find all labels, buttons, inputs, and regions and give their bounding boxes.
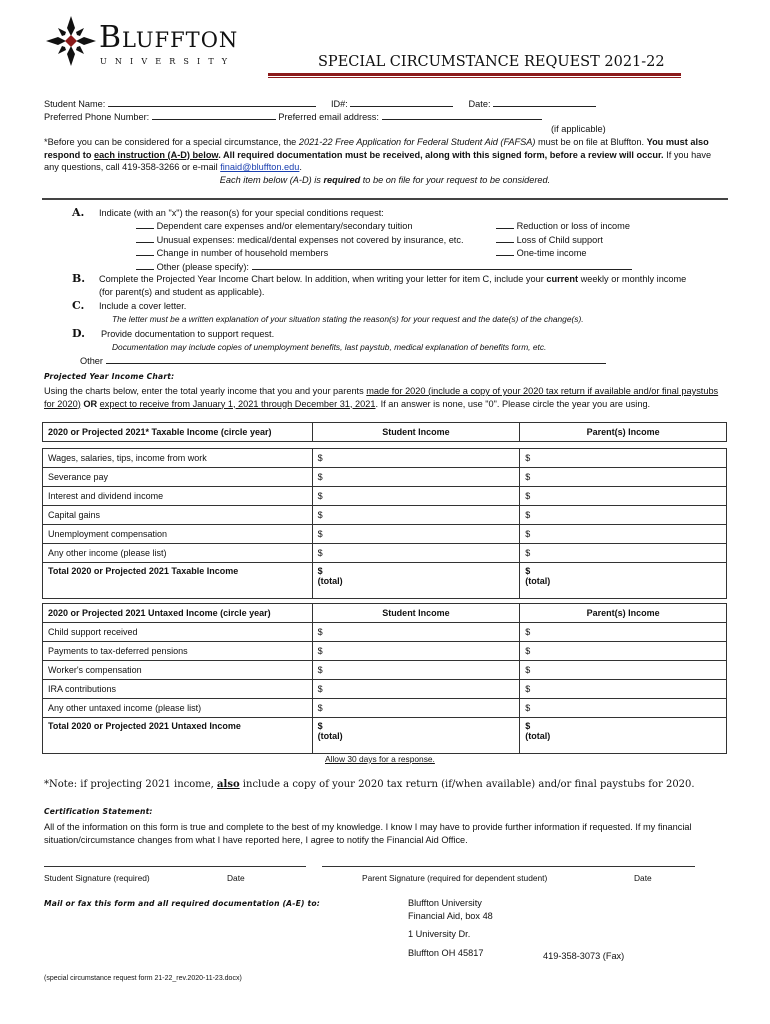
table-row: Payments to tax-deferred pensions $ $ xyxy=(43,642,727,661)
parent-income-cell[interactable]: $ xyxy=(520,680,727,699)
table-row: Capital gains $ $ xyxy=(43,506,727,525)
certification-heading: Certification Statement: xyxy=(44,807,153,816)
student-income-cell[interactable]: $ xyxy=(312,449,520,468)
student-name-label: Student Name: xyxy=(44,99,106,109)
student-income-cell[interactable]: $ xyxy=(312,525,520,544)
logo-subtitle: U N I V E R S I T Y xyxy=(100,57,230,66)
parent-income-cell[interactable]: $ xyxy=(520,699,727,718)
untaxed-income-table xyxy=(42,603,727,754)
item-b-letter: B. xyxy=(72,272,86,285)
other-field[interactable] xyxy=(106,354,606,364)
id-field[interactable] xyxy=(350,97,453,107)
phone-label: Preferred Phone Number: xyxy=(44,112,150,122)
item-d-letter: D. xyxy=(72,327,85,340)
student-income-cell[interactable]: $ xyxy=(312,623,520,642)
student-income-cell[interactable]: $ xyxy=(312,506,520,525)
parent-income-cell[interactable]: $ xyxy=(520,661,727,680)
parent-income-cell[interactable]: $ xyxy=(520,525,727,544)
date-field[interactable] xyxy=(493,97,596,107)
intro-paragraph: *Before you can be considered for a special circumstance, the 2021-22 Free Application for Federal Student Aid (FAFSA) must be on file at Bluffton. You must also respond to each instruction (A-D) below. All required documentation must be received, along with this signed form, before a review will occur. If you have any questions, call 419-358-3266 or e-mail finaid@bluffton.edu. xyxy=(44,137,712,172)
student-total-cell[interactable]: $ (total) xyxy=(312,563,520,599)
checkbox-other[interactable] xyxy=(136,260,154,270)
parent-total-cell[interactable]: $ (total) xyxy=(520,563,727,599)
table-row: Worker's compensation $ $ xyxy=(43,661,727,680)
form-title: SPECIAL CIRCUMSTANCE REQUEST 2021-22 xyxy=(318,54,665,70)
projected-instructions: Using the charts below, enter the total yearly income that you and your parents made for 2020 (include a copy of your 2020 tax return if available and/or final paystubs for 2020) OR expect to receive from January 1, 2021 through December 31, 2021. If an answer is none, use "0". Please circle the year you are using. xyxy=(44,386,719,409)
student-income-cell[interactable]: $ xyxy=(312,487,520,506)
parent-signature-line[interactable] xyxy=(322,866,695,867)
fax-number: 419-358-3073 (Fax) xyxy=(543,951,625,961)
item-d-text: Provide documentation to support request. xyxy=(101,329,275,339)
student-name-field[interactable] xyxy=(108,97,316,107)
table-row: IRA contributions $ $ xyxy=(43,680,727,699)
parent-income-cell[interactable]: $ xyxy=(520,449,727,468)
checkbox-unusual-expenses[interactable] xyxy=(136,233,154,243)
table-row: Severance pay $ $ xyxy=(43,468,727,487)
table-row: Child support received $ $ xyxy=(43,623,727,642)
if-applicable-note: (if applicable) xyxy=(551,124,606,134)
other-row: Other xyxy=(80,354,606,368)
table-row: Interest and dividend income $ $ xyxy=(43,487,727,506)
section-divider xyxy=(42,198,728,200)
table1-col-parent: Parent(s) Income xyxy=(520,423,727,442)
student-total-cell[interactable]: $ (total) xyxy=(312,718,520,754)
student-income-cell[interactable]: $ xyxy=(312,661,520,680)
table2-col-student: Student Income xyxy=(312,604,520,623)
parent-date-label: Date xyxy=(634,873,652,883)
checkbox-dependent-care[interactable] xyxy=(136,219,154,229)
item-a-options-left: Dependent care expenses and/or elementary/secondary tuition Unusual expenses: medical/dental expenses not covered by insurance, etc. Change in number of household members Other (please specify): xyxy=(136,219,632,273)
item-b-text: Complete the Projected Year Income Chart below. In addition, when writing your letter for item C, include your current weekly or monthly income (for parent(s) and student as applicable). xyxy=(99,274,687,297)
item-a-text: Indicate (with an "x") the reason(s) for your special conditions request: xyxy=(99,208,384,218)
item-c-letter: C. xyxy=(72,299,85,312)
mail-fax-label: Mail or fax this form and all required documentation (A-E) to: xyxy=(44,899,320,908)
parent-income-cell[interactable]: $ xyxy=(520,642,727,661)
email-field[interactable] xyxy=(382,110,542,120)
table-row: Unemployment compensation $ $ xyxy=(43,525,727,544)
parent-income-cell[interactable]: $ xyxy=(520,487,727,506)
parent-income-cell[interactable]: $ xyxy=(520,468,727,487)
projected-heading: Projected Year Income Chart: xyxy=(44,372,175,381)
student-date-label: Date xyxy=(227,873,245,883)
student-signature-label: Student Signature (required) xyxy=(44,873,150,883)
table-row: Wages, salaries, tips, income from work $ $ xyxy=(43,449,727,468)
parent-income-cell[interactable]: $ xyxy=(520,506,727,525)
student-income-cell[interactable]: $ xyxy=(312,642,520,661)
title-rule xyxy=(268,73,681,76)
checkbox-loss-child-support[interactable] xyxy=(496,233,514,243)
student-income-cell[interactable]: $ xyxy=(312,699,520,718)
checkbox-reduction-income[interactable] xyxy=(496,219,514,229)
phone-field[interactable] xyxy=(152,110,276,120)
id-label: ID#: xyxy=(330,99,348,109)
student-income-cell[interactable]: $ xyxy=(312,468,520,487)
certification-text: All of the information on this form is true and complete to the best of my knowledge. I know I may have to provide further information if requested. If my financial situation/circumstance changes from what I have reported here, I agree to notify the Financial Aid Office. xyxy=(44,822,692,845)
checkbox-household-change[interactable] xyxy=(136,246,154,256)
finaid-email-link[interactable]: finaid@bluffton.edu xyxy=(220,162,300,172)
student-signature-line[interactable] xyxy=(44,866,306,867)
footer-filename: (special circumstance request form 21-22_rev.2020-11-23.docx) xyxy=(44,975,242,982)
table2-col-parent: Parent(s) Income xyxy=(520,604,727,623)
table1-col-label: 2020 or Projected 2021* Taxable Income (circle year) xyxy=(43,423,313,442)
student-info-row2 xyxy=(44,110,542,124)
allow-30-days: Allow 30 days for a response. xyxy=(325,754,435,764)
item-a-letter: A. xyxy=(72,206,85,219)
table-row: Any other income (please list) $ $ xyxy=(43,544,727,563)
item-c-text: Include a cover letter. xyxy=(99,301,187,311)
parent-income-cell[interactable]: $ xyxy=(520,544,727,563)
parent-income-cell[interactable]: $ xyxy=(520,623,727,642)
student-income-cell[interactable]: $ xyxy=(312,680,520,699)
date-label: Date: xyxy=(468,99,491,109)
each-item-required: Each item below (A-D) is required to be on file for your request to be considered. xyxy=(219,175,551,185)
university-seal-icon xyxy=(44,14,98,68)
taxable-income-table xyxy=(42,422,727,599)
checkbox-one-time-income[interactable] xyxy=(496,246,514,256)
item-d-note: Documentation may include copies of unemployment benefits, last paystub, medical explanation of benefits form, etc. xyxy=(112,342,547,352)
table1-col-student: Student Income xyxy=(312,423,520,442)
logo-wordmark: Bluffton xyxy=(99,20,239,55)
other-specify-field[interactable] xyxy=(252,260,632,270)
item-a-options-right: Reduction or loss of income Loss of Child support One-time income xyxy=(496,219,630,260)
projection-note: *Note: if projecting 2021 income, also include a copy of your 2020 tax return (if/when available) and/or final paystubs for 2020. xyxy=(44,779,695,790)
student-info-row1 xyxy=(44,97,596,111)
mail-address: Bluffton University Financial Aid, box 48 1 University Dr. Bluffton OH 45817 xyxy=(408,898,493,958)
table-total-row: Total 2020 or Projected 2021 Untaxed Income $ (total) $ (total) xyxy=(43,718,727,754)
table-total-row: Total 2020 or Projected 2021 Taxable Income $ (total) $ (total) xyxy=(43,563,727,599)
table2-col-label: 2020 or Projected 2021 Untaxed Income (circle year) xyxy=(43,604,313,623)
parent-signature-label: Parent Signature (required for dependent student) xyxy=(362,873,548,883)
student-income-cell[interactable]: $ xyxy=(312,544,520,563)
email-label: Preferred email address: xyxy=(278,112,379,122)
title-rule-thin xyxy=(268,77,681,78)
item-c-note: The letter must be a written explanation of your situation stating the reason(s) for your request and the date(s) of the change(s). xyxy=(112,314,584,324)
parent-total-cell[interactable]: $ (total) xyxy=(520,718,727,754)
table-row: Any other untaxed income (please list) $ $ xyxy=(43,699,727,718)
